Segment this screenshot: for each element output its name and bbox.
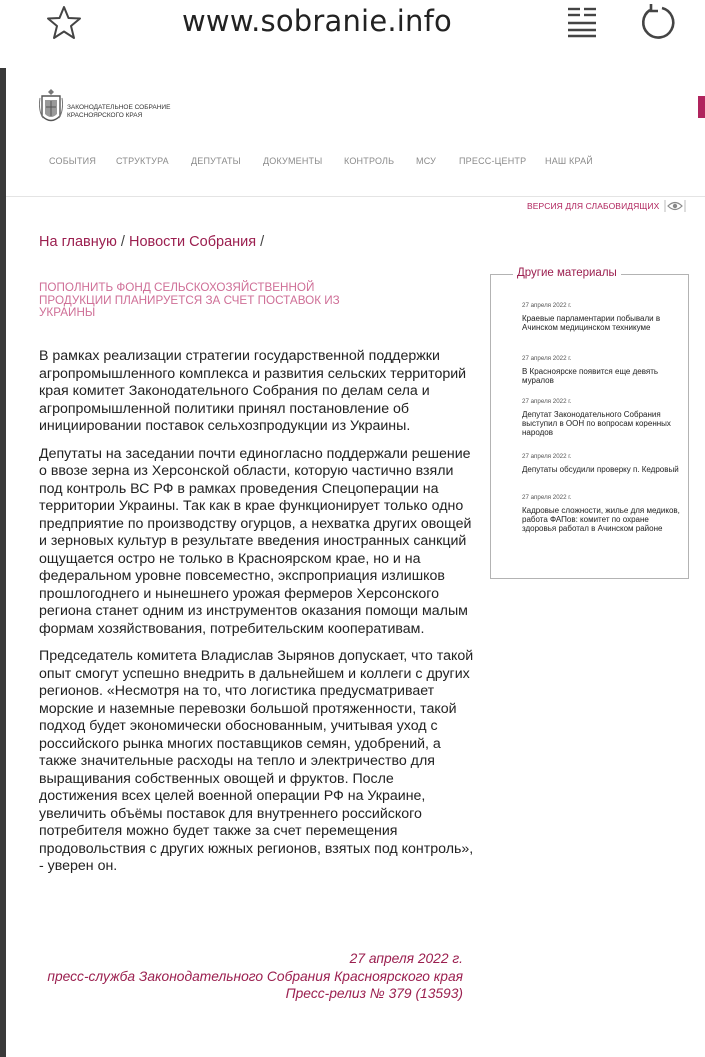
org-name-line-1: ЗАКОНОДАТЕЛЬНОЕ СОБРАНИЕ — [67, 104, 171, 111]
news-date: 27 апреля 2022 г. — [522, 453, 572, 460]
eye-icon[interactable] — [663, 197, 687, 215]
browser-toolbar — [0, 0, 705, 69]
news-item[interactable] — [522, 398, 682, 437]
news-date: 27 апреля 2022 г. — [522, 355, 572, 362]
news-date: 27 апреля 2022 г. — [522, 398, 572, 405]
nav-item-events[interactable]: СОБЫТИЯ — [49, 156, 97, 166]
org-name-line-2: КРАСНОЯРСКОГО КРАЯ — [67, 112, 143, 119]
breadcrumb-home-link[interactable]: На главную — [39, 234, 117, 250]
other-materials-box — [490, 267, 689, 579]
breadcrumb-news-link[interactable]: Новости Собрания — [129, 234, 257, 250]
news-title-link[interactable]: Краевые парламентарии побывали в Ачинском медицинском техникуме — [522, 314, 661, 332]
news-item[interactable] — [522, 453, 682, 474]
article-paragraph: Председатель комитета Владислав Зырянов допускает, что такой опыт смогут успешно внедрить в дальнейшем и коллеги с других регионов. «Несмотря на то, что логистика предусматривает морские и наземные перевозки большой протяженности, такой подход будет экономически обоснованным, учитывая уход с российского рынка многих поставщиков семян, удобрений, а также значительные расходы на тепло и электричество для выращивания собственных овощей и фруктов. После достижения всех целей военной операции РФ на Украине, увеличить объёмы поставок для внутреннего российского потребителя можно будет также за счет перемещения продовольствия с других южных регионов, взятых под контроль», - уверен он. — [39, 648, 474, 874]
web-page — [6, 68, 705, 1057]
news-title-link[interactable]: В Красноярске появится еще девять муралов — [522, 367, 659, 385]
low-vision-link[interactable]: ВЕРСИЯ ДЛЯ СЛАБОВИДЯЩИХ — [527, 201, 660, 211]
nav-item-msu[interactable]: МСУ — [416, 156, 437, 166]
nav-item-structure[interactable]: СТРУКТУРА — [116, 156, 169, 166]
news-item[interactable] — [522, 302, 682, 332]
breadcrumb-separator: / — [116, 234, 129, 250]
news-title-link[interactable]: Кадровые сложности, жилье для медиков, работа ФАПов: комитет по охране здоровья работал в Ачинском районе — [522, 506, 680, 533]
nav-item-documents[interactable]: ДОКУМЕНТЫ — [263, 156, 323, 166]
news-title-link[interactable]: Депутат Законодательного Собрания выступил в ООН по вопросам коренных народов — [522, 410, 671, 437]
signature-org: пресс-служба Законодательного Собрания Красноярского края — [47, 968, 463, 984]
breadcrumb — [39, 234, 264, 250]
nav-item-control[interactable]: КОНТРОЛЬ — [344, 156, 395, 166]
article-signature — [39, 950, 463, 1003]
news-title-link[interactable]: Депутаты обсудили проверку п. Кедровый — [522, 465, 679, 474]
news-item[interactable] — [522, 494, 682, 533]
article-body — [39, 348, 474, 886]
other-materials-header: Другие материалы — [513, 267, 621, 279]
article-paragraph: В рамках реализации стратегии государственной поддержки агропромышленного комплекса и развития сельских территорий края комитет Законодательного Собрания по делам села и агропромышленной политики принял постановление об инициировании поставок сельхозпродукции из Украины. — [39, 348, 467, 434]
accent-marker — [698, 96, 705, 118]
signature-date: 27 апреля 2022 г. — [349, 951, 463, 966]
crest-logo-icon[interactable] — [39, 88, 63, 126]
article-paragraph: Депутаты на заседании почти единогласно поддержали решение о ввозе зерна из Херсонской области, которую частично взяли под контроль ВС РФ в рамках проведения Спецоперации на территории Украины. Так как в крае функционирует только одно предприятие по производству огурцов, а нехватка других овощей и зерновых культур в результате введения иностранных санкций ощущается остро не только в Красноярском крае, но и на федеральном уровне повсеместно, экспроприация излишков прошлогоднего и нынешнего урожая фермеров Херсонского региона станет одним из инструментов оказания помощи малым формам хозяйствования, потребительским кооперативам. — [39, 445, 472, 637]
breadcrumb-separator: / — [256, 234, 265, 250]
header-divider — [6, 196, 705, 197]
reader-mode-icon[interactable] — [566, 4, 598, 38]
address-bar-url[interactable]: www.sobranie.info — [182, 4, 452, 38]
nav-item-press-center[interactable]: ПРЕСС-ЦЕНТР — [459, 156, 527, 166]
reload-icon[interactable] — [638, 2, 678, 42]
article-title: ПОПОЛНИТЬ ФОНД СЕЛЬСКОХОЗЯЙСТВЕННОЙ ПРОДУКЦИИ ПЛАНИРУЕТСЯ ЗА СЧЕТ ПОСТАВОК ИЗ УКРАИНЫ — [39, 281, 340, 319]
nav-item-deputies[interactable]: ДЕПУТАТЫ — [191, 156, 241, 166]
nav-item-our-region[interactable]: НАШ КРАЙ — [545, 156, 593, 166]
news-date: 27 апреля 2022 г. — [522, 302, 572, 309]
organization-name[interactable] — [67, 104, 170, 120]
news-item[interactable] — [522, 355, 682, 385]
news-date: 27 апреля 2022 г. — [522, 494, 572, 501]
signature-release: Пресс-релиз № 379 (13593) — [285, 986, 463, 1001]
